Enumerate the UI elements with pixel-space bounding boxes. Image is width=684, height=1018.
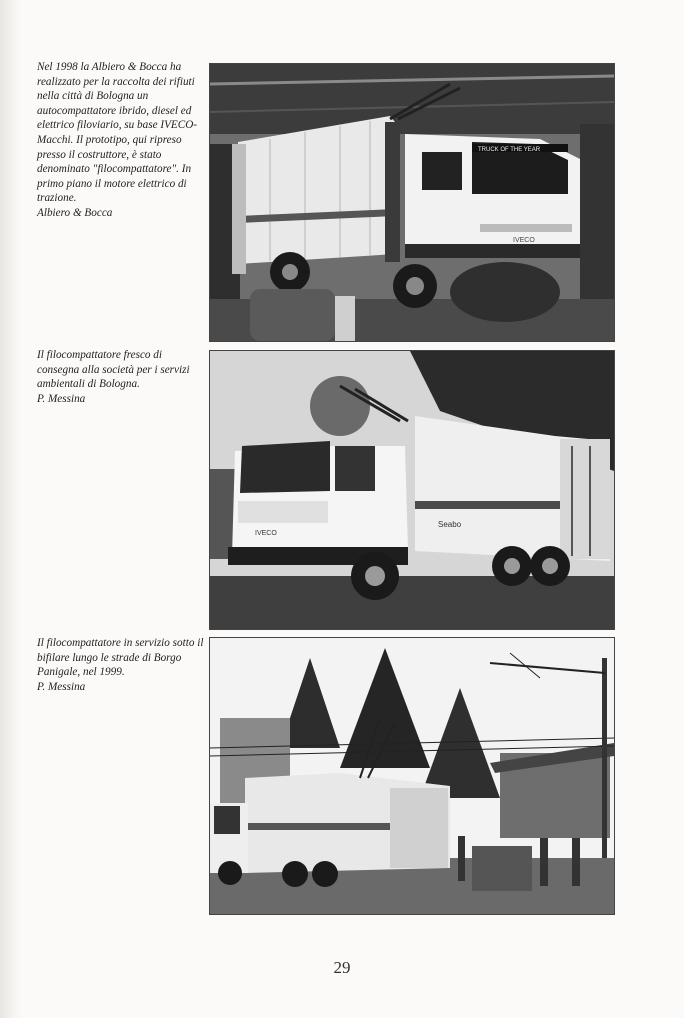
photo-1-prototype-in-workshop [209, 63, 615, 342]
binding-shadow [0, 0, 22, 1018]
photo-caption-1 [37, 60, 207, 221]
caption-2-credit: P. Messina [37, 392, 86, 405]
caption-3-text: Il filocompattatore in servizio sotto il bifilare lungo le strade di Borgo Panigale, nel 1999. [37, 637, 204, 679]
caption-1-text: Nel 1998 la Albiero & Bocca ha realizzato per la raccolta dei rifiuti nella città di Bologna un autocompattatore ibrido, diesel ed elettrico filoviario, su base IVECO-Macchi. Il prototipo, qui ripreso presso il costruttore, è stato denominato "filocompattatore". In primo piano il motore elettrico di trazione. [37, 61, 198, 205]
photo-2-grille-brand: IVECO [255, 530, 277, 537]
caption-1-credit: Albiero & Bocca [37, 206, 113, 219]
photo-caption-2 [37, 348, 207, 406]
photo-1-cab-banner: TRUCK OF THE YEAR [478, 147, 541, 153]
photo-2-delivered-truck [209, 350, 615, 630]
caption-2-text: Il filocompattatore fresco di consegna alla società per i servizi ambientali di Bologna. [37, 349, 190, 391]
photo-1-grille-brand: IVECO [513, 237, 535, 244]
photo-2-body-logo: Seabo [438, 520, 462, 529]
photo-3-truck-in-service [209, 637, 615, 915]
photo-caption-3 [37, 636, 207, 694]
page-number: 29 [333, 958, 351, 977]
caption-3-credit: P. Messina [37, 680, 86, 693]
